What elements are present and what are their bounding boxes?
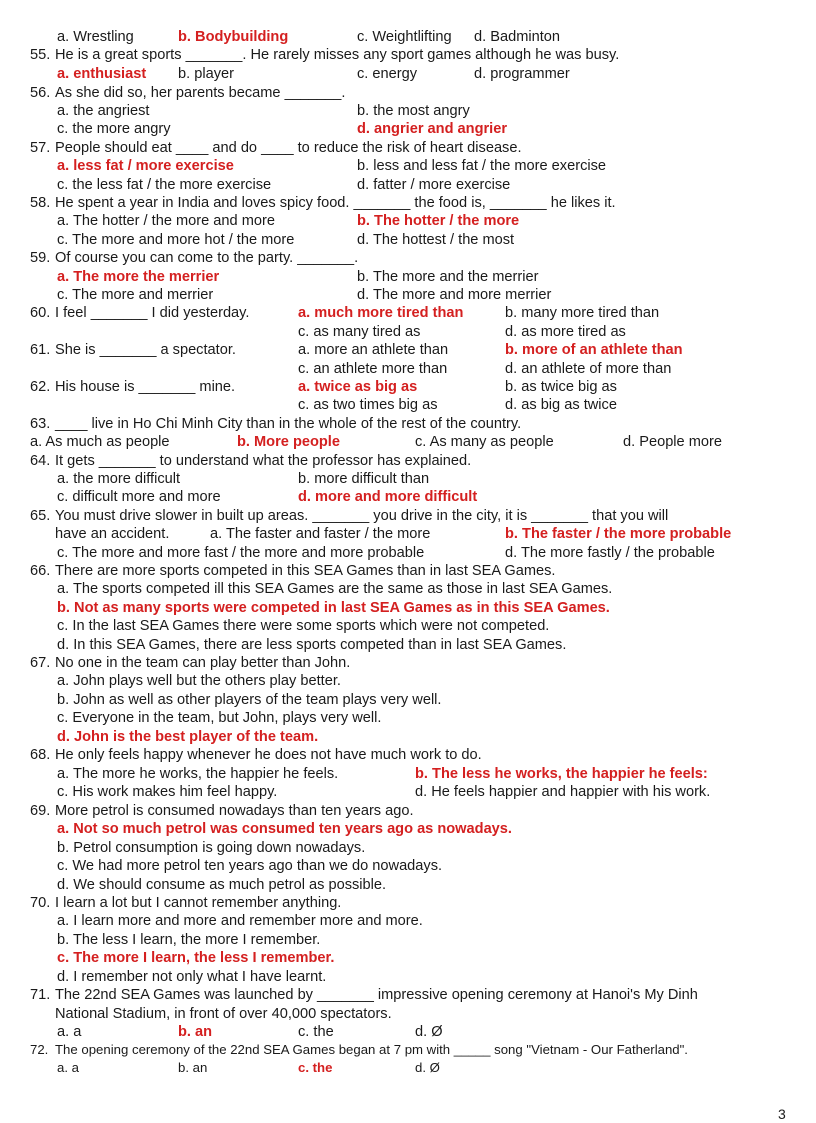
question-stem: It gets _______ to understand what the professor has explained. <box>55 453 472 469</box>
answer-option: c. In the last SEA Games there were some sports which were not competed. <box>57 618 550 634</box>
answer-option: d. The more fastly / the probable <box>505 545 715 561</box>
answer-option-correct: a. much more tired than <box>298 305 464 321</box>
answer-option: d. The hottest / the most <box>357 232 515 248</box>
answer-option: b. less and less fat / the more exercise <box>357 158 607 174</box>
answer-option: a. a <box>57 1024 82 1040</box>
question-number: 66. <box>30 563 51 579</box>
answer-option: a. The more he works, the happier he feels. <box>57 766 339 782</box>
answer-option: b. Petrol consumption is going down nowadays. <box>57 840 366 856</box>
answer-option: c. As many as people <box>415 434 554 450</box>
question-stem: He only feels happy whenever he does not have much work to do. <box>55 747 482 763</box>
answer-option: b. many more tired than <box>505 305 660 321</box>
answer-option-correct: b. Bodybuilding <box>178 29 289 45</box>
answer-option: d. programmer <box>474 66 570 82</box>
question-stem: I feel _______ I did yesterday. <box>55 305 250 321</box>
answer-option: d. People more <box>623 434 722 450</box>
question-number: 60. <box>30 305 51 321</box>
question-stem: No one in the team can play better than John. <box>55 655 351 671</box>
answer-option: c. The more and more hot / the more <box>57 232 295 248</box>
question-number: 67. <box>30 655 51 671</box>
answer-option-correct: d. John is the best player of the team. <box>57 729 319 745</box>
answer-option-correct: b. The less he works, the happier he feels: <box>415 766 708 782</box>
answer-option: a. I learn more and more and remember more and more. <box>57 913 423 929</box>
answer-option-correct: d. angrier and angrier <box>357 121 508 137</box>
answer-option: c. His work makes him feel happy. <box>57 784 278 800</box>
answer-option: b. as twice big as <box>505 379 617 395</box>
answer-option: b. more difficult than <box>298 471 430 487</box>
answer-option: c. Weightlifting <box>357 29 452 45</box>
answer-option: a. Wrestling <box>57 29 134 45</box>
answer-option: a. more an athlete than <box>298 342 449 358</box>
page-number: 3 <box>778 1106 786 1122</box>
question-stem: He is a great sports _______. He rarely misses any sport games although he was busy. <box>55 47 620 63</box>
question-number: 71. <box>30 987 51 1003</box>
answer-option: a. the angriest <box>57 103 150 119</box>
question-number: 59. <box>30 250 51 266</box>
question-stem: The opening ceremony of the 22nd SEA Games began at 7 pm with _____ song "Vietnam - Our Fatherland". <box>55 1042 688 1057</box>
answer-option: b. an <box>178 1060 208 1075</box>
question-stem: ____ live in Ho Chi Minh City than in the whole of the rest of the country. <box>55 416 522 432</box>
question-number: 64. <box>30 453 51 469</box>
answer-option: c. as many tired as <box>298 324 421 340</box>
answer-option-correct: a. Not so much petrol was consumed ten years ago as nowadays. <box>57 821 512 837</box>
answer-option-correct: c. the <box>298 1060 333 1075</box>
answer-option: b. The less I learn, the more I remember. <box>57 932 321 948</box>
question-stem: She is _______ a spectator. <box>55 342 236 358</box>
answer-option: a. The sports competed ill this SEA Games are the same as those in last SEA Games. <box>57 581 613 597</box>
question-stem: I learn a lot but I cannot remember anything. <box>55 895 342 911</box>
question-number: 68. <box>30 747 51 763</box>
question-stem: The 22nd SEA Games was launched by _______ impressive opening ceremony at Hanoi's My Dinh <box>55 987 698 1003</box>
answer-option: c. The more and merrier <box>57 287 214 303</box>
answer-option: d. He feels happier and happier with his work. <box>415 784 711 800</box>
answer-option: c. as two times big as <box>298 397 438 413</box>
answer-option: b. the most angry <box>357 103 470 119</box>
answer-option: a. The hotter / the more and more <box>57 213 275 229</box>
answer-option-correct: b. more of an athlete than <box>505 342 683 358</box>
question-number: 69. <box>30 803 51 819</box>
answer-option: c. Everyone in the team, but John, plays very well. <box>57 710 382 726</box>
answer-option: d. as more tired as <box>505 324 626 340</box>
answer-option: a. the more difficult <box>57 471 181 487</box>
question-number: 58. <box>30 195 51 211</box>
answer-option-correct: c. The more I learn, the less I remember. <box>57 950 335 966</box>
question-stem: He spent a year in India and loves spicy food. _______ the food is, _______ he likes it. <box>55 195 616 211</box>
question-number: 70. <box>30 895 51 911</box>
question-stem: More petrol is consumed nowadays than ten years ago. <box>55 803 414 819</box>
answer-option: d. The more and more merrier <box>357 287 552 303</box>
answer-option-correct: b. Not as many sports were competed in last SEA Games as in this SEA Games. <box>57 600 610 616</box>
answer-option: c. We had more petrol ten years ago than we do nowadays. <box>57 858 443 874</box>
answer-option: d. fatter / more exercise <box>357 177 511 193</box>
answer-option: c. The more and more fast / the more and more probable <box>57 545 425 561</box>
answer-option: d. I remember not only what I have learnt. <box>57 969 327 985</box>
answer-option-correct: b. More people <box>237 434 340 450</box>
answer-option: c. the more angry <box>57 121 171 137</box>
question-number: 61. <box>30 342 51 358</box>
question-stem: As she did so, her parents became _______. <box>55 85 346 101</box>
answer-option: a. John plays well but the others play better. <box>57 673 341 689</box>
answer-option: c. energy <box>357 66 418 82</box>
answer-option-correct: b. The hotter / the more <box>357 213 520 229</box>
answer-option-correct: a. The more the merrier <box>57 269 220 285</box>
answer-option: b. John as well as other players of the team plays very well. <box>57 692 442 708</box>
answer-option-correct: a. twice as big as <box>298 379 418 395</box>
question-stem: You must drive slower in built up areas. _______ you drive in the city, it is _______ that you will <box>55 508 669 524</box>
answer-option: b. The more and the merrier <box>357 269 539 285</box>
question-number: 56. <box>30 85 51 101</box>
answer-option: d. Ø <box>415 1060 440 1075</box>
question-stem: There are more sports competed in this SEA Games than in last SEA Games. <box>55 563 556 579</box>
answer-option-correct: d. more and more difficult <box>298 489 478 505</box>
answer-option: a. a <box>57 1060 79 1075</box>
answer-option: d. Badminton <box>474 29 560 45</box>
answer-option-correct: b. The faster / the more probable <box>505 526 732 542</box>
question-number: 63. <box>30 416 51 432</box>
question-stem: His house is _______ mine. <box>55 379 236 395</box>
answer-option: c. the less fat / the more exercise <box>57 177 272 193</box>
answer-option: a. The faster and faster / the more <box>210 526 431 542</box>
answer-option: a. As much as people <box>30 434 170 450</box>
question-stem: have an accident. <box>55 526 170 542</box>
question-number: 55. <box>30 47 51 63</box>
question-number: 57. <box>30 140 51 156</box>
question-stem: Of course you can come to the party. _______. <box>55 250 359 266</box>
answer-option: c. difficult more and more <box>57 489 221 505</box>
answer-option: d. as big as twice <box>505 397 617 413</box>
answer-option-correct: a. less fat / more exercise <box>57 158 234 174</box>
question-number: 62. <box>30 379 51 395</box>
answer-option: d. We should consume as much petrol as possible. <box>57 877 387 893</box>
answer-option: d. In this SEA Games, there are less sports competed than in last SEA Games. <box>57 637 567 653</box>
question-stem: National Stadium, in front of over 40,000 spectators. <box>55 1006 392 1022</box>
answer-option: b. player <box>178 66 234 82</box>
answer-option: d. an athlete of more than <box>505 361 672 377</box>
question-number: 72. <box>30 1042 49 1057</box>
answer-option: d. Ø <box>415 1024 443 1040</box>
question-number: 65. <box>30 508 51 524</box>
answer-option-correct: b. an <box>178 1024 213 1040</box>
answer-option: c. the <box>298 1024 334 1040</box>
answer-option-correct: a. enthusiast <box>57 66 147 82</box>
answer-option: c. an athlete more than <box>298 361 448 377</box>
question-stem: People should eat ____ and do ____ to reduce the risk of heart disease. <box>55 140 522 156</box>
